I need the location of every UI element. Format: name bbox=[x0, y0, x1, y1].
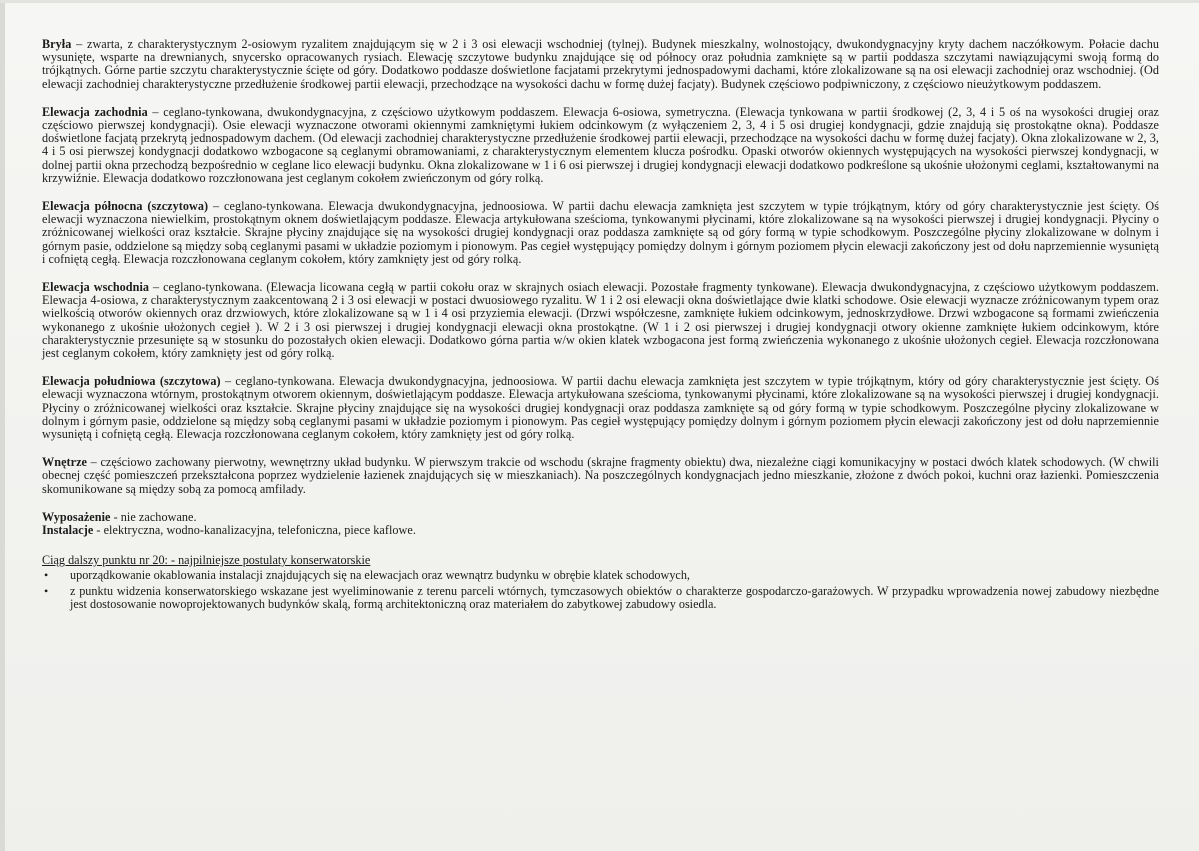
paragraph-heading: Elewacja północna (szczytowa) bbox=[42, 199, 209, 214]
list-item bbox=[42, 585, 1159, 612]
scan-edge-top bbox=[0, 0, 1199, 3]
line-instalacje bbox=[42, 524, 1159, 537]
scan-edge-left bbox=[0, 0, 5, 851]
paragraph-wnetrze bbox=[42, 456, 1159, 496]
paragraph-elewacja-zachodnia bbox=[42, 106, 1159, 185]
paragraph-elewacja-poludniowa bbox=[42, 375, 1159, 441]
paragraph-bryla bbox=[42, 38, 1159, 91]
paragraph-heading: Elewacja południowa (szczytowa) bbox=[42, 374, 221, 389]
line-text: - nie zachowane. bbox=[110, 509, 197, 524]
paragraph-text: – ceglano-tynkowana. Elewacja dwukondygnacyjna, jednoosiowa. W partii dachu elewacja zamknięta jest szczytem w typie trójkątnym, który od góry charakterystycznie jest ścięty. Oś elewacji wyznaczona niewielkim, prostokątnym oknem doświetlającym poddasze. Elewacja artykułowana sześcioma, tynkowanymi płycinami, które zlokalizowane są na wysokości pierwszej i drugiej kondygnacji. Płyciny o zróżnicowanej wielkości oraz kształcie. Skrajne płyciny znajdujące się na wysokości drugiej kondygnacji oraz poddasza zamknięte są od góry formą w typie schodkowym. Poszczególne płyciny zlokalizowane w dolnym i górnym pasie, oddzielone są między sobą ceglanymi pasami w układzie poziomym i pionowym. Pas cegieł występujący pomiędzy dolnym i górnym poziomem płycin elewacji zakończony jest od dołu naprzemiennie wysuniętą i cofniętą cegłą. Elewacja rozczłonowana ceglanym cokołem, który zamknięty jest od góry rolką. bbox=[42, 199, 1159, 266]
list-item-text: uporządkowanie okablowania instalacji znajdujących się na elewacjach oraz wewnątrz budynku w obrębie klatek schodowych, bbox=[70, 568, 690, 583]
line-heading: Instalacje bbox=[42, 523, 94, 538]
paragraph-text: – częściowo zachowany pierwotny, wewnętrzny układ budynku. W pierwszym trakcie od wschodu (skrajne fragmenty obiektu) dwa, niezależne ciągi komunikacyjny w postaci dwóch klatek schodowych. (W chwili obecnej część pomieszczeń przekształcona poprzez wydzielenie łazienek znajdujących się w mieszkaniach). Na poszczególnych kondygnacjach jedno mieszkanie, złożone z dwóch pokoi, kuchni oraz łazienki. Pomieszczenia skomunikowane są między sobą za pomocą amfilady. bbox=[42, 455, 1159, 496]
paragraph-elewacja-wschodnia bbox=[42, 281, 1159, 360]
paragraph-heading: Bryła bbox=[42, 37, 72, 51]
list-item-text: z punktu widzenia konserwatorskiego wskazane jest wyeliminowanie z terenu parceli wtórnych, tymczasowych obiektów o charakterze gospodarczo-garażowych. W przypadku wprowadzenia nowej zabudowy niezbędne jest dostosowanie nowoprojektowanych budynków skalą, formą architektoniczną oraz materiałem do zabytkowej zabudowy osiedla. bbox=[70, 583, 1159, 612]
paragraph-text: – ceglano-tynkowana. Elewacja dwukondygnacyjna, jednoosiowa. W partii dachu elewacja zamknięta jest szczytem w typie trójkątnym, który od góry charakterystycznie jest ścięty. Oś elewacji wyznaczona wtórnym, prostokątnym otworem okiennym, doświetlającym poddasze. Elewacja artykułowana sześcioma, tynkowanymi płycinami, które zlokalizowane są na wysokości pierwszej i drugiej kondygnacji. Płyciny o zróżnicowanej wielkości oraz kształcie. Skrajne płyciny znajdujące się na wysokości drugiej kondygnacji oraz poddasza zamknięte są od góry formą w typie schodkowym. Poszczególne płyciny zlokalizowane w dolnym i górnym pasie, oddzielone są między sobą ceglanymi pasami w układzie poziomym i pionowym. Pas cegieł występujący pomiędzy dolnym i górnym poziomem płycin elewacji zakończony jest od dołu naprzemiennie wysuniętą i cofniętą cegłą. Elewacja rozczłonowana ceglanym cokołem, który zamknięty jest od góry rolką. bbox=[42, 374, 1159, 442]
paragraph-text: – zwarta, z charakterystycznym 2-osiowym ryzalitem znajdującym się w 2 i 3 osi elewacji wschodniej (tylnej). Budynek mieszkalny, wolnostojący, dwukondygnacyjny kryty dachem naczółkowym. Połacie dachu wysunięte, wsparte na drewnianych, snycersko opracowanych rysiach. Elewację szczytowe budynku znajdujące się od północy oraz południa zamknięte są w partii poddasza szczytami nawiązującymi swoją formą do trójkątnych. Górne partie szczytu charakterystycznie ścięte od góry. Dodatkowo poddasze doświetlone facjatami przekrytymi jednospadowymi dachami, które zlokalizowane są na osi elewacji zachodniej oraz wschodniej. (Od elewacji zachodniej charakterystyczne przedłużenie środkowej partii elewacji, przechodzące na wysokości dachu w formę dużej facjaty). Budynek częściowo podpiwniczony, z częściowo nieużytkowym poddaszem. bbox=[42, 37, 1159, 91]
postulates-list bbox=[42, 569, 1159, 611]
paragraph-heading: Elewacja wschodnia bbox=[42, 280, 150, 295]
bullet-icon: • bbox=[44, 568, 49, 583]
paragraph-heading: Wnętrze bbox=[42, 455, 88, 470]
line-heading: Wyposażenie bbox=[42, 509, 111, 524]
list-item bbox=[42, 569, 1159, 582]
bullet-icon: • bbox=[44, 583, 49, 598]
continuation-heading: Ciąg dalszy punktu nr 20: - najpilniejsze postulaty konserwatorskie bbox=[42, 553, 371, 568]
paragraph-heading: Elewacja zachodnia bbox=[42, 104, 148, 119]
paragraph-text: – ceglano-tynkowana. (Elewacja licowana cegłą w partii cokołu oraz w skrajnych osiach elewacji. Pozostałe fragmenty tynkowane). Elewacja dwukondygnacyjna, z częściowo użytkowym poddaszem. Elewacja 4-osiowa, z charakterystycznym zaakcentowaną 2 i 3 osi elewacji w postaci dwuosiowego ryzalitu. W 1 i 2 osi elewacji okna doświetlające dwie klatki schodowe. Osie elewacji wyznacze zróżnicowanym typem oraz wielkością otworów okiennych oraz drzwiowych, które zlokalizowane są w 1 i 4 osi przyziemia elewacji. (Drzwi współczesne, zamknięte łukiem odcinkowym, jednoskrzydłowe. Drzwi wzbogacone są formami zwieńczenia wykonanego z ukośnie ułożonych cegieł ). W 2 i 3 osi pierwszej i drugiej kondygnacji elewacji okna prostokątne. (W 1 i 2 osi pierwszej i drugiej kondygnacji otwory okienne zamknięte łukiem odcinkowym, które charakterystycznie przesunięte są w stosunku do pozostałych okien elewacji. Dodatkowo górna partia w/w okien klatek wzbogacona jest formą zwieńczenia wykonanego z ukośnie ułożonych cegieł. Elewacja rozczłonowana jest ceglanym cokołem, który zamknięty jest od góry rolką. bbox=[42, 280, 1159, 361]
line-text: - elektryczna, wodno-kanalizacyjna, telefoniczna, piece kaflowe. bbox=[93, 523, 416, 538]
paragraph-text: – ceglano-tynkowana, dwukondygnacyjna, z częściowo użytkowym poddaszem. Elewacja 6-osiowa, symetryczna. (Elewacja tynkowana w partii środkowej (2, 3, 4 i 5 oś na wysokości drugiej oraz częściowo pierwszej kondygnacji). Osie elewacji wyznaczone otworami okiennymi zamkniętymi łukiem odcinkowym (z wyłączeniem 2, 3, 4 i 5 osi drugiej kondygnacji, gdzie znajdują się prostokątne okna). Poddasze doświetlone facjatą przekrytą jednospadowym dachem. (Od elewacji zachodniej charakterystyczne przedłużenie środkowej partii elewacji, przechodzące na wysokości dachu w formę dużej facjaty). Okna zlokalizowane w 2, 3, 4 i 5 osi pierwszej kondygnacji dodatkowo wzbogacone są ceglanymi obramowaniami, z charakterystycznym elementem klucza pośrodku. Opaski otworów okiennych występujących na wysokości pierwszej kondygnacji, w dolnej partii okna przechodzą bezpośrednio w ceglane lico elewacji budynku. Okna zlokalizowane w 1 i 6 osi pierwszej i drugiej kondygnacji elewacji dodatkowo podkreślone są ukośnie ułożonymi ceglami, kształtowanymi na krzywiźnie. Elewacja dodatkowo rozczłonowana jest ceglanym cokołem zwieńczonym od góry rolką. bbox=[42, 104, 1159, 185]
paragraph-elewacja-polnocna bbox=[42, 200, 1159, 266]
